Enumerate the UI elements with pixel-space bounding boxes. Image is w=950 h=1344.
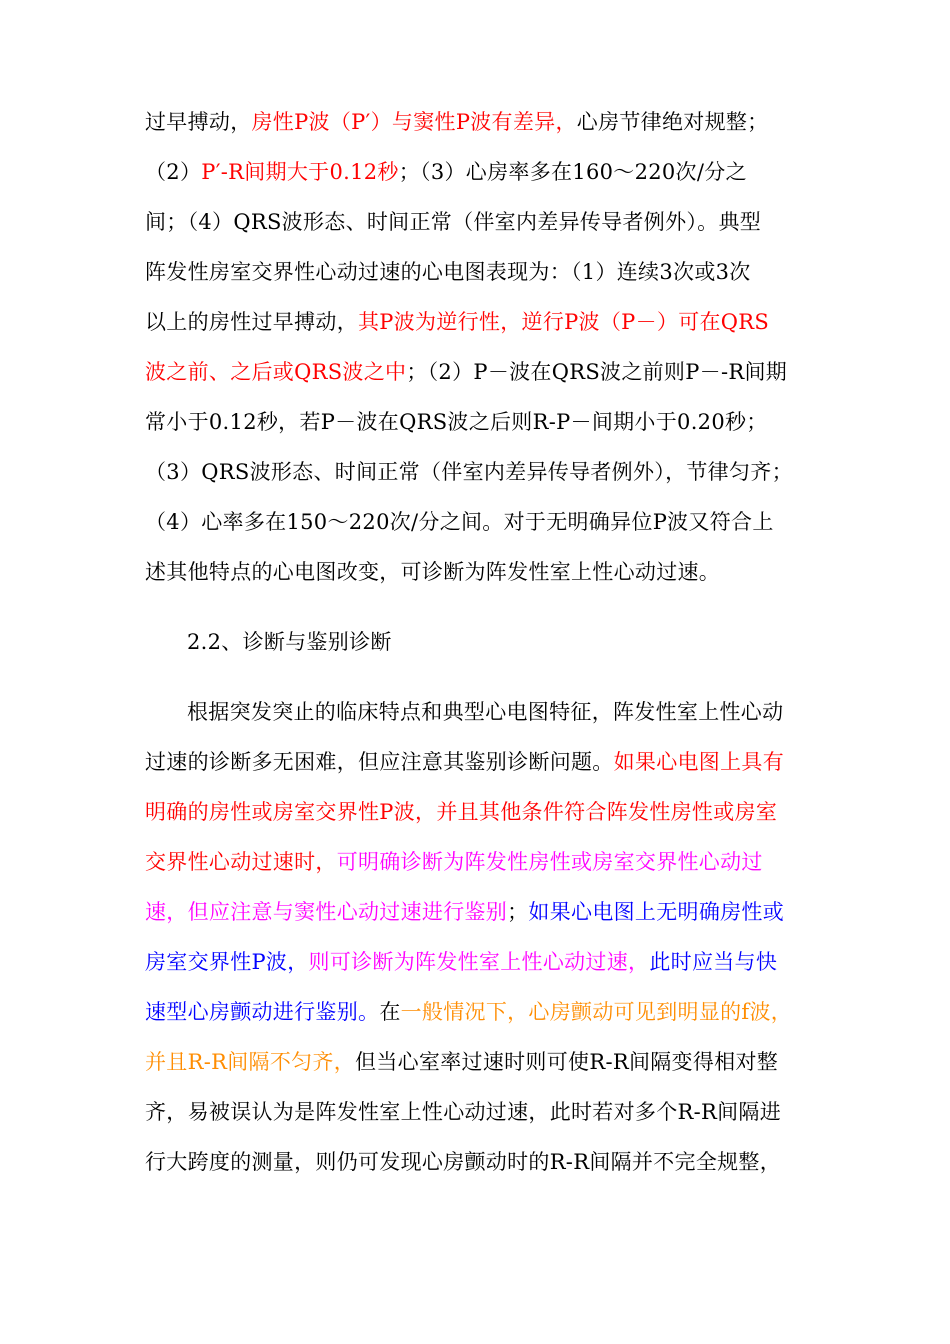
highlighted-text: 则可诊断为阵发性室上性心动过速，	[308, 950, 650, 974]
text-line	[145, 307, 769, 337]
highlighted-text: 其P波为逆行性，逆行P波（P－）可在QRS	[358, 310, 770, 334]
text-run: 间；（4）QRS波形态、时间正常（伴室内差异传导者例外）。典型	[145, 210, 762, 234]
text-run: 根据突发突止的临床特点和典型心电图特征，阵发性室上性心动	[187, 700, 784, 724]
highlighted-text: 速，但应注意与窦性心动过速进行鉴别	[145, 900, 508, 924]
highlighted-text: 一般情况下，心房颤动可见到明显的f波，	[400, 1000, 793, 1024]
text-line	[145, 897, 784, 927]
text-run: 过速的诊断多无困难，但应注意其鉴别诊断问题。	[145, 750, 614, 774]
text-run: 过早搏动，	[145, 110, 252, 134]
highlighted-text: 并且R-R间隔不匀齐，	[145, 1050, 356, 1074]
text-run: 齐，易被误认为是阵发性室上性心动过速，此时若对多个R-R间隔进	[145, 1100, 782, 1124]
text-run: 在	[379, 1000, 401, 1024]
highlighted-text: 明确的房性或房室交界性P波，并且其他条件符合阵发性房性或房室	[145, 800, 778, 824]
highlighted-text: 波之前、之后或QRS波之中	[145, 360, 407, 384]
highlighted-text: 交界性心动过速时，	[145, 850, 337, 874]
text-line	[145, 157, 747, 187]
text-line	[145, 507, 774, 537]
text-line	[145, 947, 777, 977]
text-line	[145, 407, 768, 437]
text-run: 述其他特点的心电图改变，可诊断为阵发性室上性心动过速。	[145, 560, 721, 584]
highlighted-text: 如果心电图上无明确房性或	[528, 900, 785, 924]
highlighted-text: P′-R间期大于0.12秒	[201, 160, 399, 184]
highlighted-text: 如果心电图上具有	[613, 750, 785, 774]
text-run: （3）QRS波形态、时间正常（伴室内差异传导者例外），节律匀齐；	[145, 460, 793, 484]
text-line	[145, 1047, 778, 1077]
text-line	[145, 207, 761, 237]
text-line	[145, 107, 768, 137]
highlighted-text: 房室交界性P波，	[145, 950, 309, 974]
section-heading: 2.2、诊断与鉴别诊断	[187, 630, 392, 654]
text-run: ；	[507, 900, 529, 924]
text-line	[145, 357, 787, 387]
text-run: 但当心室率过速时则可使R-R间隔变得相对整	[355, 1050, 779, 1074]
text-line	[145, 1147, 781, 1177]
text-line	[145, 257, 751, 287]
text-line	[145, 847, 763, 877]
text-run: 常小于0.12秒，若P－波在QRS波之后则R-P－间期小于0.20秒；	[145, 410, 768, 434]
highlighted-text: 可明确诊断为阵发性房性或房室交界性心动过	[336, 850, 763, 874]
text-run: ；（3）心房率多在160～220次/分之	[398, 160, 747, 184]
text-line	[145, 457, 793, 487]
highlighted-text: 房性P波（P′）与窦性P波有差异，	[251, 110, 577, 134]
text-line	[145, 1097, 781, 1127]
text-run: （4）心率多在150～220次/分之间。对于无明确异位P波又符合上	[145, 510, 774, 534]
text-line	[145, 997, 792, 1027]
text-run: （2）	[145, 160, 202, 184]
text-run: 行大跨度的测量，则仍可发现心房颤动时的R-R间隔并不完全规整，	[145, 1150, 782, 1174]
text-line	[145, 797, 777, 827]
highlighted-text: 速型心房颤动进行鉴别。	[145, 1000, 380, 1024]
text-line	[145, 557, 720, 587]
highlighted-text: 此时应当与快	[649, 950, 778, 974]
text-run: 以上的房性过早搏动，	[145, 310, 358, 334]
text-run: ；（2）P－波在QRS波之前则P－-R间期	[406, 360, 788, 384]
text-run: 心房节律绝对规整；	[576, 110, 769, 134]
text-line	[187, 697, 783, 727]
text-line	[145, 747, 784, 777]
text-run: 阵发性房室交界性心动过速的心电图表现为：（1）连续3次或3次	[145, 260, 751, 284]
